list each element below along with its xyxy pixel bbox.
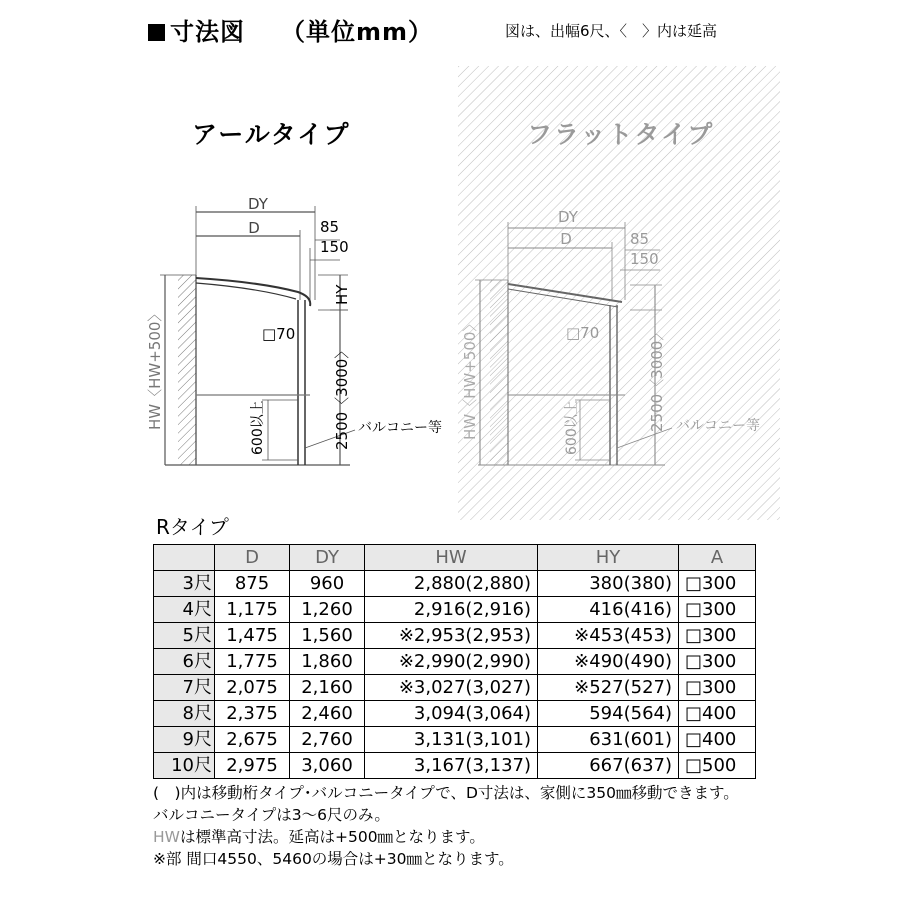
cell-hw: 2,916(2,916) — [365, 597, 538, 623]
header-d: D — [215, 545, 290, 571]
cell-d: 1,775 — [215, 649, 290, 675]
r-rail-label: 600以上 — [250, 400, 266, 455]
f-hw-label: HW〈HW+500〉 — [461, 316, 479, 440]
row-size: 3尺 — [154, 571, 215, 597]
f-85-label: 85 — [630, 230, 650, 248]
cell-hy: 380(380) — [538, 571, 679, 597]
cell-dy: 1,260 — [290, 597, 365, 623]
r-dy-label: DY — [248, 195, 268, 213]
r-150-label: 150 — [320, 238, 349, 256]
cell-hw: ※3,027(3,027) — [365, 675, 538, 701]
cell-hy: ※527(527) — [538, 675, 679, 701]
r-hw-label: HW〈HW+500〉 — [146, 306, 164, 430]
cell-a: □300 — [679, 571, 756, 597]
table-row — [154, 571, 756, 597]
flat-type-label: フラットタイプ — [527, 120, 715, 149]
cell-a: □300 — [679, 597, 756, 623]
table-row — [154, 623, 756, 649]
cell-hw: 3,131(3,101) — [365, 727, 538, 753]
f-height-label: 2500〈3000〉 — [648, 325, 666, 432]
header-hw: HW — [365, 545, 538, 571]
table-title: Rタイプ — [156, 515, 229, 539]
cell-dy: 2,760 — [290, 727, 365, 753]
cell-d: 2,675 — [215, 727, 290, 753]
figure-note: 図は、出幅6尺、〈 〉内は延高 — [505, 22, 718, 40]
f-balcony-label: バルコニー等 — [676, 418, 760, 434]
r-85-label: 85 — [320, 218, 340, 236]
r-d-label: D — [248, 219, 260, 237]
note-hw-term: HW — [153, 828, 180, 846]
note-line-4: ※部 間口4550、5460の場合は+30㎜となります。 — [153, 850, 514, 868]
cell-dy: 1,860 — [290, 649, 365, 675]
table-row — [154, 727, 756, 753]
r-post-label: □70 — [262, 325, 296, 343]
f-post-label: □70 — [566, 324, 600, 342]
cell-hy: 416(416) — [538, 597, 679, 623]
cell-hw: 3,094(3,064) — [365, 701, 538, 727]
spec-table — [153, 544, 756, 779]
cell-d: 2,075 — [215, 675, 290, 701]
r-balcony-label: バルコニー等 — [358, 420, 442, 436]
cell-dy: 3,060 — [290, 753, 365, 779]
note-line-3 — [153, 826, 739, 848]
r-type-label: アールタイプ — [192, 120, 351, 149]
row-size: 10尺 — [154, 753, 215, 779]
table-row — [154, 649, 756, 675]
cell-a: □400 — [679, 701, 756, 727]
cell-d: 1,175 — [215, 597, 290, 623]
cell-hw: 2,880(2,880) — [365, 571, 538, 597]
f-dy-label: DY — [558, 208, 578, 226]
cell-a: □400 — [679, 727, 756, 753]
row-size: 8尺 — [154, 701, 215, 727]
table-row — [154, 675, 756, 701]
note-line-2: バルコニータイプは3～6尺のみ。 — [153, 806, 390, 824]
cell-dy: 2,460 — [290, 701, 365, 727]
table-header-row — [154, 545, 756, 571]
cell-hw: ※2,953(2,953) — [365, 623, 538, 649]
f-150-label: 150 — [630, 250, 659, 268]
cell-hy: 631(601) — [538, 727, 679, 753]
cell-d: 2,375 — [215, 701, 290, 727]
cell-hy: ※453(453) — [538, 623, 679, 649]
house-wall — [178, 275, 196, 465]
cell-a: □300 — [679, 649, 756, 675]
row-size: 4尺 — [154, 597, 215, 623]
cell-d: 2,975 — [215, 753, 290, 779]
row-size: 5尺 — [154, 623, 215, 649]
cell-dy: 960 — [290, 571, 365, 597]
cell-a: □300 — [679, 623, 756, 649]
cell-hy: ※490(490) — [538, 649, 679, 675]
table-row — [154, 753, 756, 779]
cell-hw: ※2,990(2,990) — [365, 649, 538, 675]
cell-hw: 3,167(3,137) — [365, 753, 538, 779]
cell-hy: 594(564) — [538, 701, 679, 727]
table-row — [154, 597, 756, 623]
row-size: 6尺 — [154, 649, 215, 675]
cell-a: □500 — [679, 753, 756, 779]
header-a: A — [679, 545, 756, 571]
row-size: 7尺 — [154, 675, 215, 701]
cell-dy: 2,160 — [290, 675, 365, 701]
f-rail-label: 600以上 — [564, 400, 580, 455]
cell-d: 1,475 — [215, 623, 290, 649]
r-hy-label: HY — [333, 284, 351, 305]
header-dy: DY — [290, 545, 365, 571]
cell-dy: 1,560 — [290, 623, 365, 649]
cell-hy: 667(637) — [538, 753, 679, 779]
header-blank — [154, 545, 215, 571]
r-height-label: 2500〈3000〉 — [333, 343, 351, 450]
footnotes — [153, 782, 739, 870]
f-d-label: D — [560, 230, 572, 248]
note-line-1: ( )内は移動桁タイプ･バルコニータイプで、D寸法は、家側に350㎜移動できます。 — [153, 784, 739, 802]
table-row — [154, 701, 756, 727]
cell-d: 875 — [215, 571, 290, 597]
title-text: 寸法図 — [170, 18, 245, 46]
row-size: 9尺 — [154, 727, 215, 753]
unit-label: （単位mm） — [281, 18, 434, 46]
header-hy: HY — [538, 545, 679, 571]
cell-a: □300 — [679, 675, 756, 701]
note-line-3-text: は標準高寸法。延高は+500㎜となります。 — [179, 828, 485, 846]
